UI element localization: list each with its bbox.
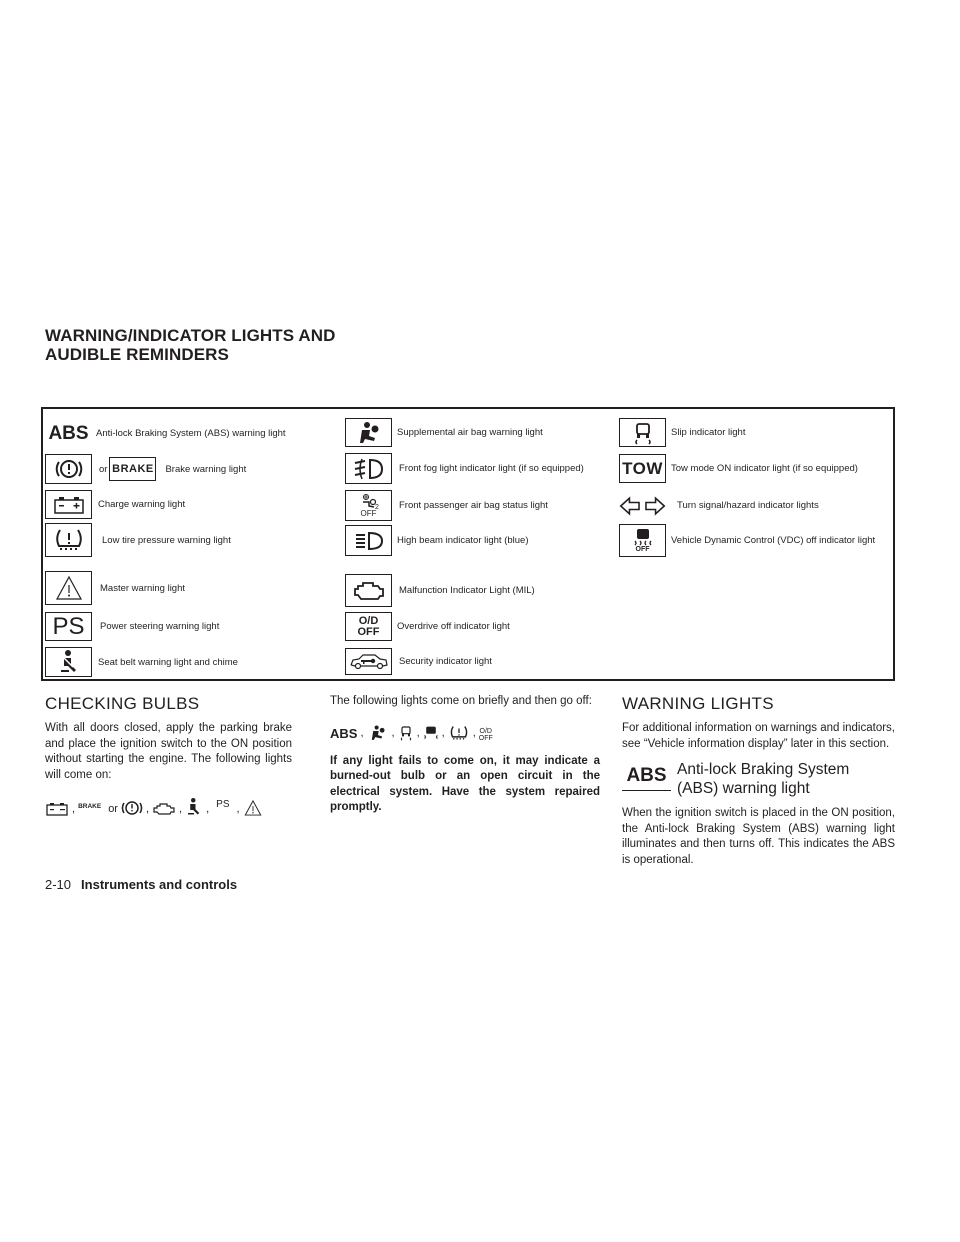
brake-text-icon: BRAKE [78,803,102,810]
row-turn [619,490,819,521]
ps-label: Power steering warning light [100,621,220,632]
row-charge [45,490,185,519]
checking-title: CHECKING BULBS [45,694,200,713]
mil-label: Malfunction Indicator Light (MIL) [399,585,535,596]
separator: , [391,727,395,739]
vdc-off-icon [423,724,439,742]
slip-label: Slip indicator light [671,427,746,438]
row-security [345,648,492,675]
row-tow [619,454,858,483]
or-text: or [108,802,118,815]
turn-label: Turn signal/hazard indicator lights [677,500,819,511]
lights-warning: If any light fails to come on, it may indicate a burned-out bulb or an open circuit in the electrical system. Have the system repaired promptly. [330,754,600,813]
turn-signal-icon [619,490,666,521]
tire-pressure-icon [448,724,470,742]
separator: , [236,802,240,815]
row-ps [45,612,219,641]
lights-intro: The following lights come on briefly and then go off: [330,695,592,707]
airbag-icon [367,724,389,742]
page-number: 2-10 [45,877,72,892]
brake-label: Brake warning light [165,463,247,475]
tow-label: Tow mode ON indicator light (if so equipped) [671,463,858,474]
od-off-icon [479,728,493,742]
brake-circle-icon [121,799,143,817]
row-seatbelt [45,647,238,677]
battery-icon [45,801,69,817]
engine-icon [345,574,392,607]
abs-subheading-line-2: (ABS) warning light [677,780,810,797]
brake-circle-icon [45,454,92,484]
od-text: O/D [479,727,492,735]
abs-icon: ABS [45,419,92,448]
row-brake [45,454,246,484]
slip-icon [619,418,666,447]
power-steering-icon: PS [45,612,92,641]
fog-light-icon [345,453,392,484]
separator: , [472,727,476,739]
checking-icons-row [45,797,292,817]
briefly-icons-row [330,724,600,742]
tire-pressure-icon [45,523,92,557]
passenger-airbag-icon: 2 OFF [345,490,392,521]
separator: , [145,802,150,815]
row-mil [345,574,535,607]
abs-subheading-text [677,760,849,798]
master-warning-icon [45,571,92,605]
warning-lights-section [622,694,895,868]
row-passenger-airbag [345,490,548,521]
seatbelt-icon [185,797,203,817]
off-text: OFF [478,734,493,742]
brake-or: or [99,463,108,475]
abs-subheading-line-1: Anti-lock Braking System [677,761,850,778]
row-slip [619,418,745,447]
master-label: Master warning light [100,582,186,594]
abs-icon: ABS [622,762,671,791]
engine-icon [152,801,176,817]
tow-icon: TOW [619,454,666,483]
indicator-table [41,407,895,681]
row-od-off [345,612,510,641]
checking-body: With all doors closed, apply the parking brake and place the ignition switch to the ON position without starting the engine. The following lights will come on: [45,722,292,781]
abs-subheading [622,760,895,798]
warning-lights-intro: For additional information on warnings and indicators, see “Vehicle information display” later in this section. [622,722,895,750]
separator: , [72,802,76,815]
row-high-beam [345,525,528,556]
row-fog [345,453,584,484]
seatbelt-label: Seat belt warning light and chime [98,656,238,668]
security-label: Security indicator light [399,656,492,667]
separator: , [179,802,183,815]
passenger-airbag-label: Front passenger air bag status light [399,500,548,511]
battery-icon [45,490,92,519]
abs-label: Anti-lock Braking System (ABS) warning light [96,428,286,439]
page-heading [45,326,336,364]
vdc-off-icon: OFF [619,524,666,557]
heading-line-2: AUDIBLE REMINDERS [45,345,229,364]
separator: , [360,727,364,739]
security-icon [345,648,392,675]
brake-text-icon: BRAKE [109,457,156,481]
high-beam-label: High beam indicator light (blue) [397,535,529,546]
abs-body: When the ignition switch is placed in the ON position, the Anti-lock Braking System (ABS) warning light illuminates and then turns off. This indicates the ABS is operational. [622,807,895,866]
separator: , [206,802,210,815]
slip-icon [398,724,414,742]
heading-line-1: WARNING/INDICATOR LIGHTS AND [45,326,336,345]
section-name: Instruments and controls [81,877,238,892]
od-off-label: Overdrive off indicator light [397,621,510,632]
master-warning-icon [243,799,263,817]
page-footer [45,877,237,892]
row-master [45,571,185,605]
airbag-icon [345,418,392,447]
seatbelt-icon [45,647,92,677]
vdc-label: Vehicle Dynamic Control (VDC) off indicator light [671,535,876,546]
warning-lights-title: WARNING LIGHTS [622,694,774,713]
separator: , [416,727,420,739]
od-off-icon: O/D OFF [345,612,392,641]
separator: , [441,727,445,739]
charge-label: Charge warning light [98,499,186,510]
briefly-on-section [330,694,600,816]
row-airbag [345,418,543,447]
airbag-label: Supplemental air bag warning light [397,427,543,438]
row-vdc [619,524,881,557]
fog-label: Front fog light indicator light (if so equipped) [399,463,584,474]
high-beam-icon [345,525,392,556]
power-steering-icon: PS [216,799,230,810]
checking-bulbs-section [45,694,292,817]
row-abs [45,419,286,448]
row-tire [45,523,231,557]
svg-text:2: 2 [374,503,379,510]
abs-icon: ABS [330,726,358,741]
tire-label: Low tire pressure warning light [102,534,231,546]
